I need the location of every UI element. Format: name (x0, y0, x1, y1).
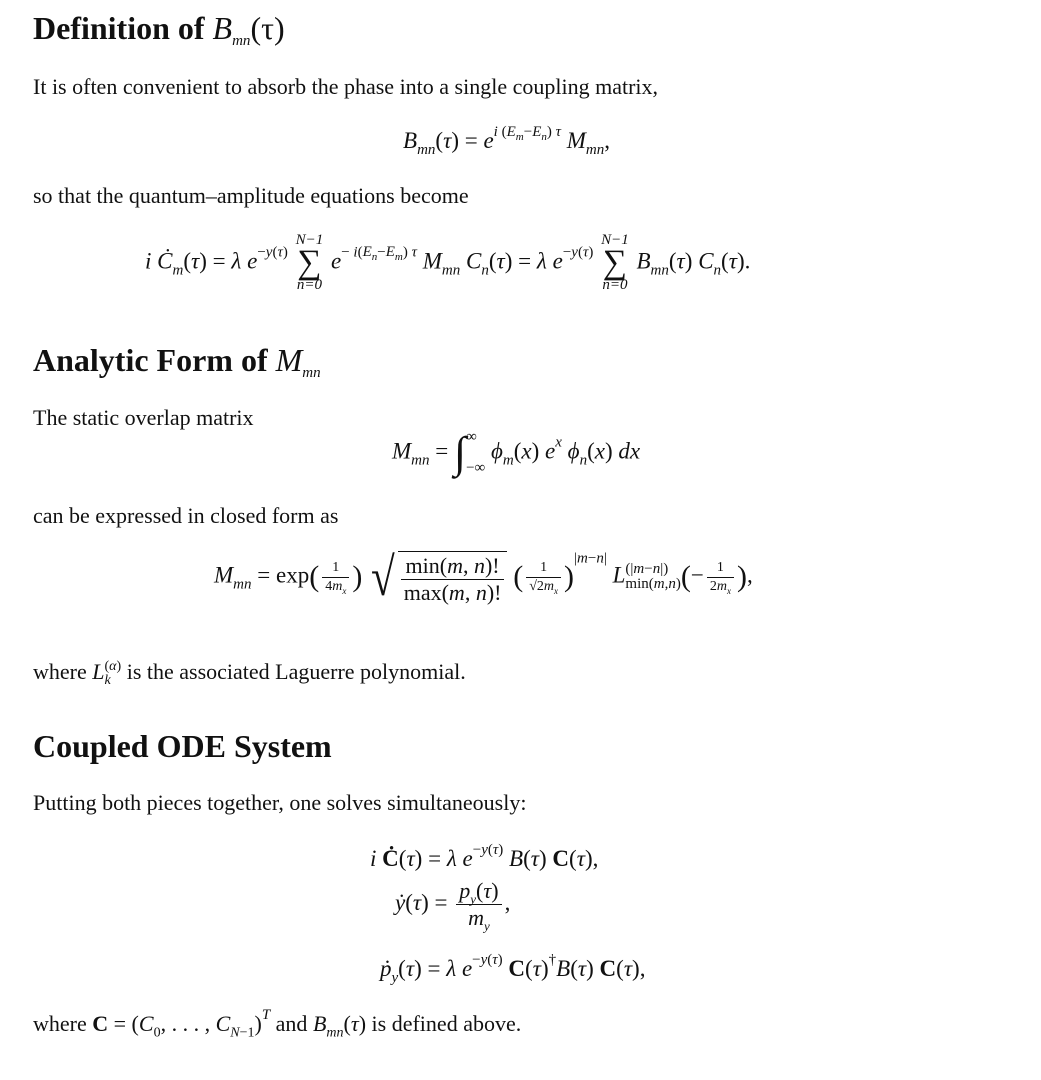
equation-ode-2: ẏ(τ) = $\frac{p_y(\tau)}{m_y}$ , (395, 878, 511, 934)
paragraph-definition-intro: It is often convenient to absorb the phase into a single coupling matrix, (33, 74, 659, 99)
paragraph-analytic-intro: The static overlap matrix (33, 405, 254, 430)
equation-b-definition: $B_{mn}(\tau) = e^{i (E_m-E_n) \tau}$ $M_{mn}$, (403, 124, 610, 158)
equation-closed-form: $M_{mn} = \exp$( $\frac{1}{4m_x}$ ) √ $\frac{\min(m, n)!}{\max(m, n)!}$ ( $\frac{1}{√2m_x}$ )$^{|m-n|}$ L (|m−n|) min(m,n) (− $\frac{1}{2m_x}$ ), (214, 547, 753, 607)
paragraph-coupled-intro: Putting both pieces together, one solves simultaneously: (33, 790, 527, 815)
equation-ode-1: i Ċ(τ) = λ $e^{-y(\tau)}$ B(τ) C(τ), (370, 842, 599, 871)
paragraph-analytic-after: can be expressed in closed form as (33, 503, 339, 528)
heading-analytic: Analytic Form of $M_{mn}$ (33, 342, 321, 381)
equation-ode-3: ṗ$_y$(τ) = λ $e^{-y(\tau)}$ C(τ)†B(τ) C(τ), (380, 952, 646, 986)
heading-coupled: Coupled ODE System (33, 728, 332, 764)
paragraph-laguerre: where L (α) k is the associated Laguerre polynomial. (33, 658, 466, 688)
paragraph-coupled-where: where $C = (C_0$, . . . , $C_{N-1})^T$ and $B_{mn}(\tau)$ is defined above. (33, 1007, 522, 1041)
heading-definition: Definition of $B_{mn}(\tau)$ (33, 10, 285, 49)
paragraph-definition-after: so that the quantum–amplitude equations become (33, 183, 469, 208)
equation-amplitude: i $Ċ_m(\tau) = \lambda$ $e^{-y(\tau)}$ N−1 ∑ n=0 $e^{- i(E_n-E_m) \tau}$ $M_{mn}$ $C_n(\tau) = \lambda$ $e^{-y(\tau)}$ N−1 ∑ n=0 $B_{mn}(\tau)$ $C_n(\tau)$. (145, 232, 751, 293)
equation-overlap-integral: $M_{mn}$ = ∫ ∞ −∞ $\phi_m(x)$ $e^x$ $\phi_n(x)$ dx (392, 428, 641, 477)
